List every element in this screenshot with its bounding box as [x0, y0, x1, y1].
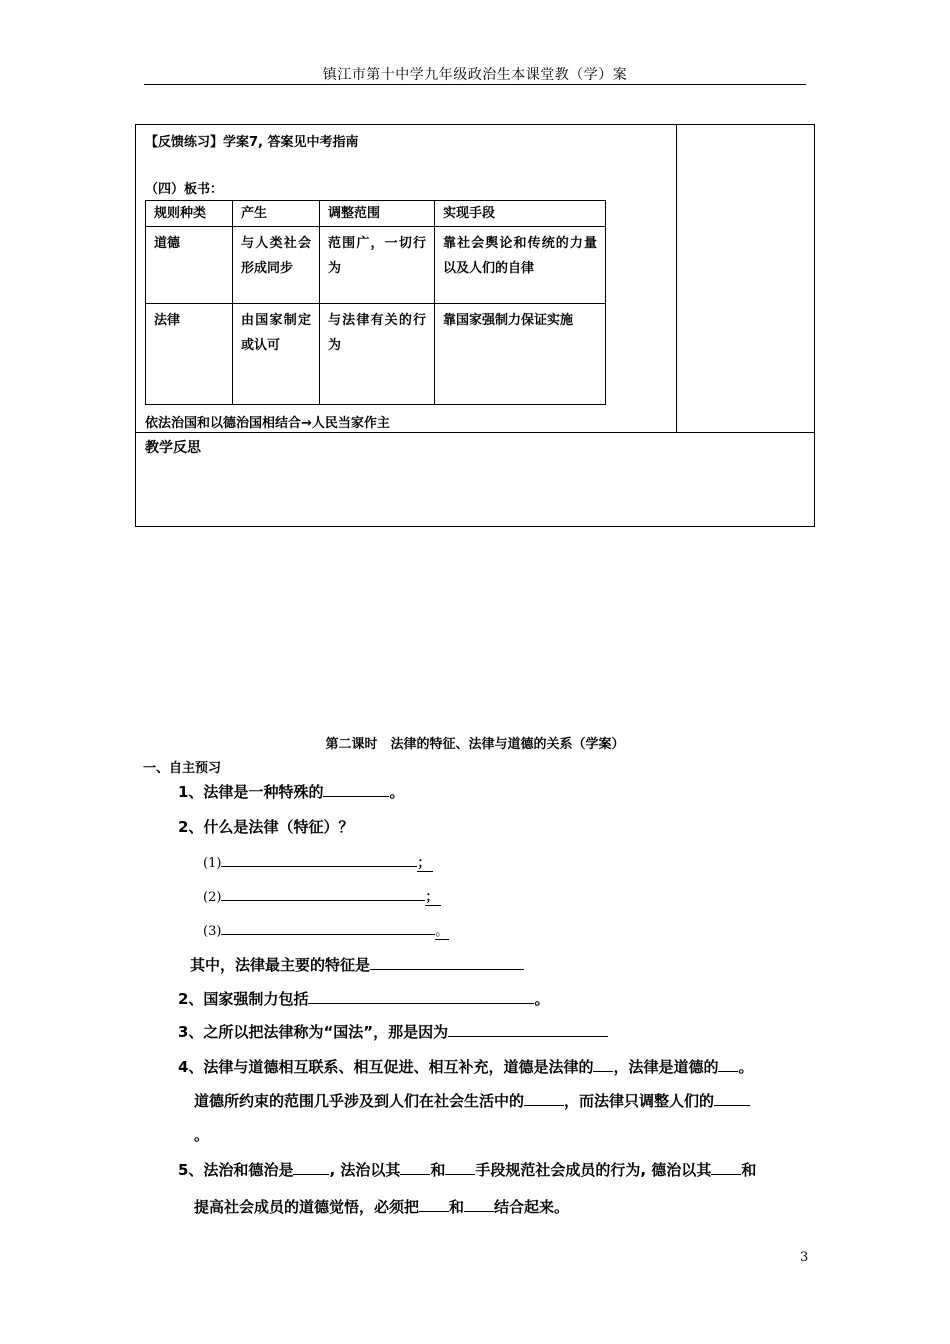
question-text: 道德所约束的范围几乎涉及到人们在社会生活中的 [194, 1092, 525, 1110]
table-row [146, 304, 606, 405]
answer-blank[interactable] [221, 886, 425, 901]
question-text: 和 [430, 1161, 446, 1179]
board-label: （四）板书： [145, 182, 224, 197]
table-cell: 法律 [146, 304, 233, 405]
answer-blank[interactable] [524, 1091, 564, 1106]
item-end: ； [425, 886, 441, 906]
table-header-cell: 调整范围 [320, 201, 435, 227]
page-header-title: 镇江市第十中学九年级政治生本课堂教（学）案 [322, 67, 628, 83]
question-text: 和 [741, 1161, 757, 1179]
section-heading: 一、自主预习 [143, 761, 222, 776]
main-feature-line [190, 954, 524, 975]
question-2: 2、什么是法律（特征）？ [178, 818, 354, 836]
table-header-cell: 实现手段 [435, 201, 606, 227]
item-number: (2) [203, 890, 222, 905]
question-2b [178, 988, 549, 1009]
question-text: 手段规范社会成员的行为, 德治以其 [475, 1161, 712, 1179]
header-rule [144, 84, 806, 85]
question-text: , 法治以其 [329, 1161, 401, 1179]
answer-blank[interactable] [711, 1160, 741, 1175]
answer-blank[interactable] [221, 852, 417, 867]
page-number: 3 [800, 1250, 809, 1265]
answer-blank[interactable] [323, 782, 389, 797]
feature-item-3 [203, 920, 449, 940]
question-text: 1、法律是一种特殊的 [178, 783, 324, 801]
feedback-exercise: 【反馈练习】学案7, 答案见中考指南 [145, 135, 359, 150]
answer-blank[interactable] [445, 1160, 475, 1175]
feature-item-1 [203, 852, 433, 872]
question-5-line-2 [194, 1196, 569, 1217]
question-text: 提高社会成员的道德觉悟，必须把 [194, 1198, 420, 1216]
table-header-cell: 产生 [233, 201, 320, 227]
table-header-cell: 规则种类 [146, 201, 233, 227]
answer-blank[interactable] [718, 1057, 738, 1072]
question-5-line-1 [178, 1159, 756, 1180]
table-row [146, 227, 606, 304]
question-4-line-1 [178, 1056, 753, 1077]
question-text: 2、国家强制力包括 [178, 990, 309, 1008]
table-header-row [146, 201, 606, 227]
item-number: (1) [203, 856, 222, 871]
item-end: 。 [435, 920, 449, 940]
lesson-plan-box [135, 124, 815, 527]
table-cell: 与人类社会形成同步 [233, 227, 320, 304]
table-cell: 范围广，一切行为 [320, 227, 435, 304]
answer-blank[interactable] [714, 1091, 750, 1106]
question-4-line-3: 。 [194, 1126, 210, 1144]
question-text: 3、之所以把法律称为“国法”，那是因为 [178, 1023, 449, 1041]
question-text: 4、法律与道德相互联系、相互促进、相互补充，道德是法律的 [178, 1058, 594, 1076]
answer-blank[interactable] [464, 1197, 494, 1212]
answer-blank[interactable] [448, 1022, 608, 1037]
answer-blank[interactable] [593, 1057, 613, 1072]
question-text: 和 [449, 1198, 465, 1216]
teaching-reflection-label: 教学反思 [145, 440, 201, 456]
table-cell: 与法律有关的行为 [320, 304, 435, 405]
table-cell: 由国家制定或认可 [233, 304, 320, 405]
table-cell: 靠社会舆论和传统的力量以及人们的自律 [435, 227, 606, 304]
item-end: ； [417, 852, 433, 872]
question-text: 。 [534, 990, 550, 1008]
question-text: ，法律是道德的 [613, 1058, 719, 1076]
question-text: 5、法治和德治是 [178, 1161, 294, 1179]
answer-blank[interactable] [308, 989, 534, 1004]
question-text: ，而法律只调整人们的 [564, 1092, 715, 1110]
question-text: 。 [389, 783, 405, 801]
rules-comparison-table [145, 200, 606, 405]
combine-statement: 依法治国和以德治国相结合→人民当家作主 [145, 416, 390, 431]
answer-blank[interactable] [400, 1160, 430, 1175]
item-number: (3) [203, 924, 222, 939]
column-divider [676, 125, 677, 432]
table-cell: 靠国家强制力保证实施 [435, 304, 606, 405]
question-3 [178, 1021, 608, 1042]
question-1 [178, 781, 404, 802]
question-text: 结合起来。 [494, 1198, 570, 1216]
answer-blank[interactable] [370, 955, 524, 970]
question-4-line-2 [194, 1090, 750, 1111]
table-cell: 道德 [146, 227, 233, 304]
answer-blank[interactable] [419, 1197, 449, 1212]
question-text: 其中，法律最主要的特征是 [190, 956, 371, 974]
answer-blank[interactable] [293, 1160, 329, 1175]
lesson-title: 第二课时 法律的特征、法律与道德的关系（学案） [325, 737, 625, 752]
feature-item-2 [203, 886, 441, 906]
row-divider [136, 432, 814, 433]
question-text: 。 [738, 1058, 754, 1076]
answer-blank[interactable] [221, 920, 435, 935]
